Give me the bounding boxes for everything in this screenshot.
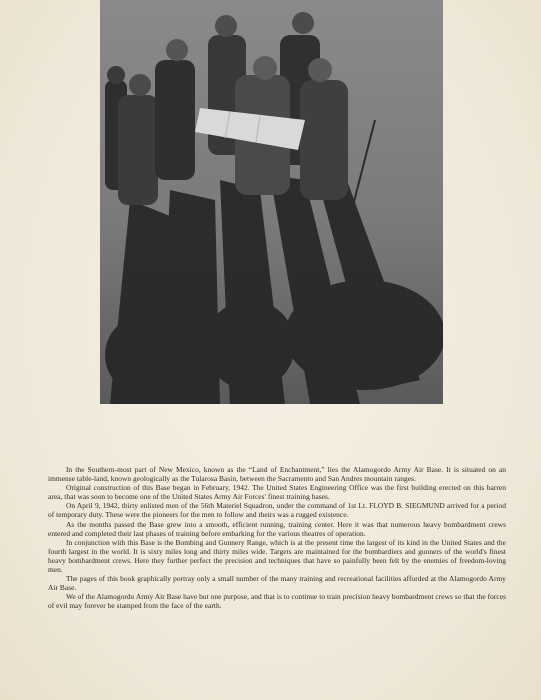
paragraph-construction: Original construction of this Base began in February, 1942. The United States Engineering Office was the first building erected on this barren area, that was soon to become one of the United States Army Air Forces' finest training bases.: [48, 483, 506, 502]
paragraph-location: In the Southern-most part of New Mexico, known as the “Land of Enchantment,” lies the Alamogordo Army Air Base. It is situated on an immense table-land, known geologically as the Tularosa Basin, between the Sacramento and San Andres mountain ranges.: [48, 465, 506, 484]
paragraph-pioneers: On April 9, 1942, thirty enlisted men of the 56th Materiel Squadron, under the command of 1st Lt. FLOYD B. SIEGMUND arrived for a period of temporary duty. These were the pioneers for the men to follow and theirs was a rugged existence.: [48, 501, 506, 520]
intro-text: [48, 465, 506, 611]
paragraph-purpose: We of the Alamogordo Army Air Base have but one purpose, and that is to continue to train precision heavy bombardment crews so that the forces of evil may forever be stamped from the face of the earth.: [48, 592, 506, 611]
paragraph-growth: As the months passed the Base grew into a smooth, efficient running, training center. Here it was that numerous heavy bombardment crews entered and completed their last phases of training before embarking for the various theatres of operation.: [48, 519, 506, 538]
paragraph-book: The pages of this book graphically portray only a small number of the many training and recreational facilities afforded at the Alamogordo Army Air Base.: [48, 574, 506, 593]
paragraph-range: In conjunction with this Base is the Bombing and Gunnery Range, which is at the present time the largest of its kind in the United States and the fourth largest in the world. It is sixty miles long and thirty miles wide. Targets are maintained for the bombardiers and gunners of the world's finest heavy bombardment crews. Here they further perfect the precision and techniques that have so painfully been felt by the enemies of freedom-loving men.: [48, 537, 506, 575]
aircrew-photo: [100, 0, 443, 404]
